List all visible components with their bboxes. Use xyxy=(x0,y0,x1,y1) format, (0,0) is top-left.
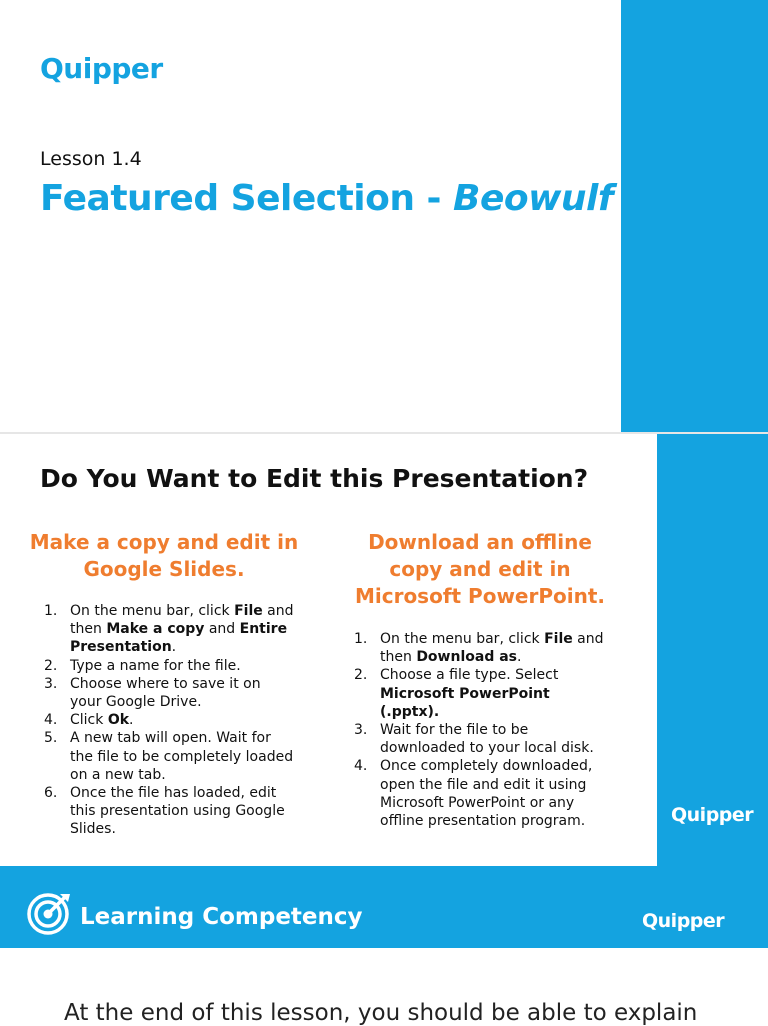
list-item xyxy=(350,666,606,721)
step-text: Once the file has loaded, edit this presentation using Google Slides. xyxy=(70,785,285,838)
step-text: and then xyxy=(70,603,294,638)
quipper-logo: Quipper xyxy=(671,804,754,826)
edit-question-heading: Do You Want to Edit this Presentation? xyxy=(40,464,589,493)
step-text: . xyxy=(129,712,134,729)
step-text: A new tab will open. Wait for the file to be completely loaded on a new tab. xyxy=(70,730,294,783)
step-text: Choose a file type. Select xyxy=(380,667,559,684)
page-title xyxy=(40,178,613,219)
step-number: 2. xyxy=(354,667,368,684)
step-emphasis: Entire Presentation xyxy=(70,621,288,656)
step-number: 5. xyxy=(44,730,58,747)
step-text: Type a name for the file. xyxy=(70,657,241,674)
step-number: 4. xyxy=(44,712,58,729)
google-slides-steps xyxy=(40,602,296,839)
quipper-logo: Quipper xyxy=(40,52,163,85)
decorative-blue-band xyxy=(657,434,768,866)
step-number: 3. xyxy=(44,675,58,692)
powerpoint-title: Download an offline copy and edit in Microsoft PowerPoint. xyxy=(354,530,606,608)
target-icon xyxy=(26,890,72,936)
quipper-logo: Quipper xyxy=(642,910,725,932)
step-text: and xyxy=(204,621,240,638)
edit-instructions-slide xyxy=(0,434,768,866)
step-number: 6. xyxy=(44,785,58,802)
step-emphasis: File xyxy=(234,603,263,619)
step-number: 3. xyxy=(354,722,368,739)
title-italic: Beowulf xyxy=(453,178,613,219)
title-slide xyxy=(0,0,768,432)
lesson-number: Lesson 1.4 xyxy=(40,148,142,170)
list-item xyxy=(40,711,296,729)
competency-text: At the end of this lesson, you should be able to explain xyxy=(64,1000,698,1026)
step-text: Wait for the file to be downloaded to your local disk. xyxy=(380,722,594,757)
step-text: . xyxy=(171,639,177,656)
title-main: Featured Selection - xyxy=(40,178,454,219)
google-slides-title: Make a copy and edit in Google Slides. xyxy=(29,530,299,581)
step-emphasis: Ok xyxy=(107,712,130,729)
decorative-blue-band xyxy=(621,0,768,432)
step-number: 1. xyxy=(44,603,58,619)
list-item xyxy=(40,657,296,675)
powerpoint-steps xyxy=(350,630,606,830)
step-emphasis: Make a copy xyxy=(106,621,205,638)
step-text: Once completely downloaded, open the file and edit it using Microsoft PowerPoint or any offline presentation program. xyxy=(380,758,593,830)
learning-competency-title: Learning Competency xyxy=(80,904,363,930)
step-text: Choose where to save it on your Google Drive. xyxy=(70,675,261,711)
list-item xyxy=(40,784,296,839)
list-item xyxy=(350,630,606,666)
step-text: and then xyxy=(380,631,604,666)
learning-competency-bar xyxy=(0,866,768,948)
step-text: Click xyxy=(70,712,108,729)
step-number: 4. xyxy=(354,758,368,775)
step-emphasis: File xyxy=(544,631,573,647)
list-item xyxy=(40,602,296,657)
list-item xyxy=(40,675,296,711)
step-number: 1. xyxy=(354,631,368,647)
step-text: On the menu bar, click xyxy=(380,631,545,647)
list-item xyxy=(350,757,606,830)
step-text: On the menu bar, click xyxy=(70,603,235,619)
list-item xyxy=(40,729,296,784)
step-emphasis: Microsoft PowerPoint (.pptx). xyxy=(380,685,550,720)
step-emphasis: Download as xyxy=(416,649,517,666)
list-item xyxy=(350,721,606,757)
step-text: . xyxy=(517,649,522,666)
step-number: 2. xyxy=(44,657,58,674)
